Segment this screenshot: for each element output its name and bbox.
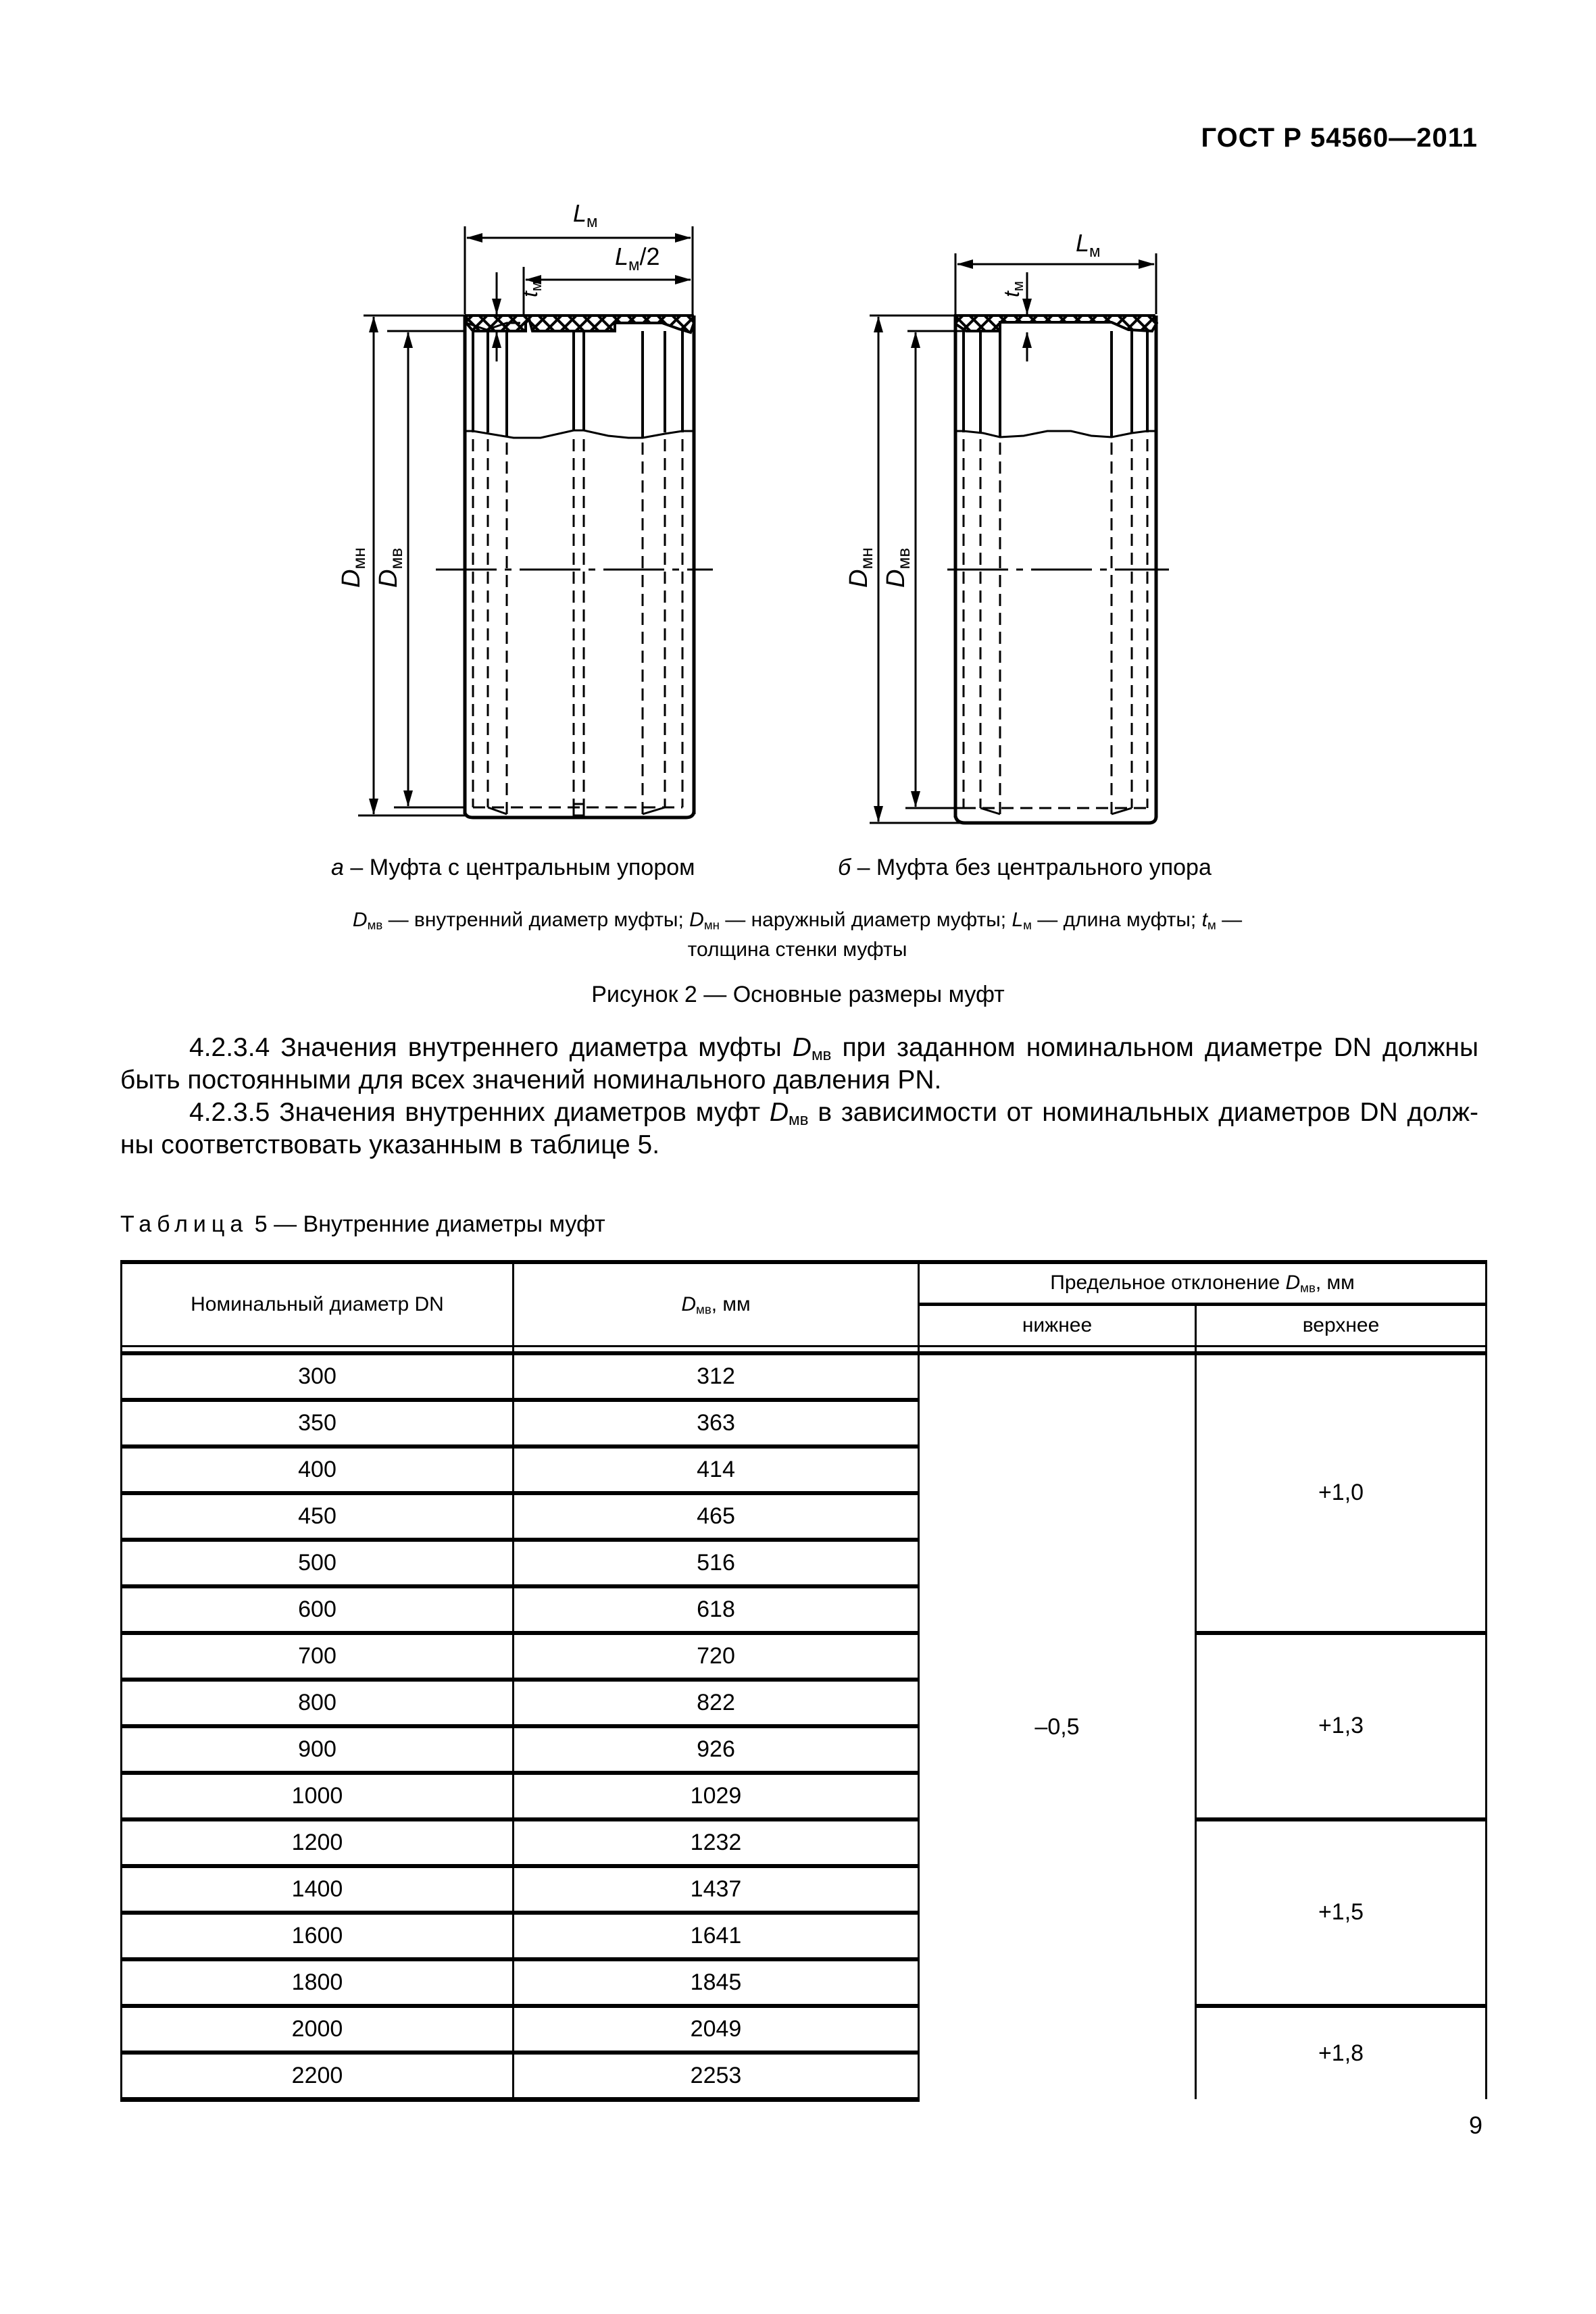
- cell-inner-diameter: 312: [514, 1353, 919, 1400]
- header-deviation: Предельное отклонение $D_{мв}$, мм: [919, 1262, 1487, 1304]
- cell-nominal-diameter: 1800: [122, 1959, 514, 2006]
- table-row: [122, 1633, 1487, 1680]
- cell-nominal-diameter: 2200: [122, 2053, 514, 2100]
- label-length-a: $L_м$: [573, 199, 598, 231]
- label-inner-diameter-a: $D_{мв}$: [374, 547, 406, 588]
- cell-inner-diameter: 465: [514, 1493, 919, 1540]
- label-outer-diameter-a: $D_{мн}$: [337, 547, 369, 588]
- header-upper: верхнее: [1196, 1304, 1487, 1346]
- label-inner-diameter-b: $D_{мв}$: [882, 547, 914, 588]
- table-row: [122, 2006, 1487, 2053]
- cell-upper-deviation: +1,5: [1196, 1819, 1487, 2006]
- table-row: [122, 1819, 1487, 1866]
- cell-nominal-diameter: 400: [122, 1447, 514, 1493]
- cell-nominal-diameter: 300: [122, 1353, 514, 1400]
- cell-inner-diameter: 2253: [514, 2053, 919, 2100]
- cell-lower-deviation: –0,5: [919, 1353, 1196, 2100]
- cell-inner-diameter: 1437: [514, 1866, 919, 1913]
- cell-nominal-diameter: 600: [122, 1586, 514, 1633]
- cell-nominal-diameter: 350: [122, 1400, 514, 1447]
- standard-code: ГОСТ Р 54560—2011: [1201, 123, 1478, 153]
- cell-nominal-diameter: 1200: [122, 1819, 514, 1866]
- label-length-b: $L_м$: [1076, 229, 1101, 261]
- cell-inner-diameter: 720: [514, 1633, 919, 1680]
- cell-nominal-diameter: 900: [122, 1726, 514, 1773]
- header-inner-diameter: $D_{мв}$, мм: [514, 1262, 919, 1346]
- cell-upper-deviation: +1,8: [1196, 2006, 1487, 2100]
- cell-inner-diameter: 1641: [514, 1913, 919, 1959]
- caption-a-letter: а: [331, 855, 344, 880]
- cell-nominal-diameter: 800: [122, 1680, 514, 1726]
- caption-drawing-b: [838, 855, 1212, 881]
- drawing-b-coupling-without-stop: [845, 229, 1169, 823]
- cell-nominal-diameter: 1600: [122, 1913, 514, 1959]
- header-lower: нижнее: [919, 1304, 1196, 1346]
- cell-inner-diameter: 822: [514, 1680, 919, 1726]
- caption-b-letter: б: [838, 855, 851, 880]
- cell-upper-deviation: +1,3: [1196, 1633, 1487, 1819]
- caption-drawing-a: [331, 855, 695, 881]
- table-title: Таблица 5 — Внутренние диаметры муфт: [120, 1211, 605, 1237]
- cell-nominal-diameter: 450: [122, 1493, 514, 1540]
- caption-b-text: – Муфта без центрального упора: [851, 855, 1212, 880]
- cell-upper-deviation: +1,0: [1196, 1353, 1487, 1633]
- cell-inner-diameter: 1232: [514, 1819, 919, 1866]
- cell-inner-diameter: 414: [514, 1447, 919, 1493]
- cell-inner-diameter: 2049: [514, 2006, 919, 2053]
- cell-inner-diameter: 1029: [514, 1773, 919, 1819]
- figure-drawings: [0, 0, 1596, 845]
- cell-nominal-diameter: 2000: [122, 2006, 514, 2053]
- cell-inner-diameter: 363: [514, 1400, 919, 1447]
- cell-nominal-diameter: 1400: [122, 1866, 514, 1913]
- cell-nominal-diameter: 700: [122, 1633, 514, 1680]
- table-inner-diameters: [120, 1260, 1487, 2102]
- cell-inner-diameter: 618: [514, 1586, 919, 1633]
- paragraph-4-2-3-5: 4.2.3.5 Значения внутренних диаметров муфт $D_{мв}$ в зависимости от номинальных диаметров DN должны соответствовать указанным в таблице 5.: [120, 1098, 1478, 1159]
- cell-nominal-diameter: 500: [122, 1540, 514, 1586]
- label-half-length-a: $L_м/2$: [615, 243, 660, 274]
- figure-legend: $D_{мв}$ — внутренний диаметр муфты; $D_{мн}$ — наружный диаметр муфты; $L_м$ — длина муфты; $t_м$ — толщина стенки муфты: [352, 909, 1243, 961]
- cell-inner-diameter: 1845: [514, 1959, 919, 2006]
- label-thickness-a: tм: [518, 280, 545, 297]
- drawing-a-coupling-with-stop: [337, 199, 713, 818]
- paragraph-4-2-3-4: 4.2.3.4 Значения внутреннего диаметра муфты $D_{мв}$ при заданном номинальном диаметре DN должны быть постоянными для всех значений номинального давления PN.: [120, 1033, 1478, 1095]
- label-outer-diameter-b: $D_{мн}$: [845, 547, 876, 588]
- table-row: [122, 1353, 1487, 1400]
- label-thickness-b: tм: [999, 280, 1026, 297]
- cell-inner-diameter: 926: [514, 1726, 919, 1773]
- figure-title: Рисунок 2 — Основные размеры муфт: [591, 982, 1005, 1007]
- header-nominal-diameter: Номинальный диаметр DN: [122, 1262, 514, 1346]
- caption-a-text: – Муфта с центральным упором: [343, 855, 695, 880]
- cell-nominal-diameter: 1000: [122, 1773, 514, 1819]
- cell-inner-diameter: 516: [514, 1540, 919, 1586]
- page-number: 9: [1468, 2111, 1482, 2139]
